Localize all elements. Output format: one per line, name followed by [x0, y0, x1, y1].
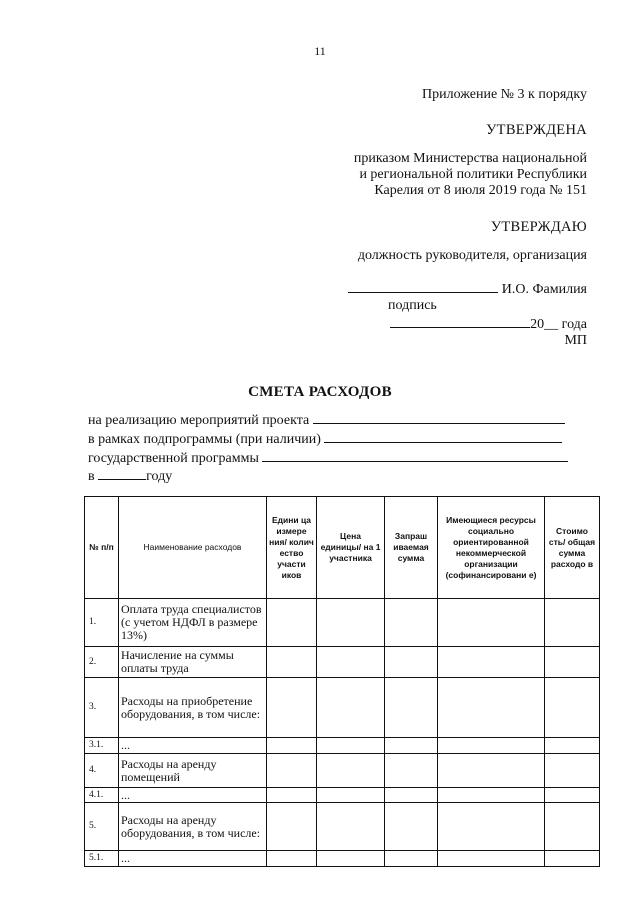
program-field	[88, 449, 568, 467]
table-row	[85, 678, 600, 738]
program-label: государственной программы	[88, 451, 259, 466]
cell-total[interactable]	[545, 647, 600, 678]
order-line-1: приказом Министерства национальной	[353, 151, 587, 166]
order-line-2: и региональной политики Республики	[359, 167, 587, 182]
year-prefix: в	[88, 469, 95, 484]
cell-total[interactable]	[545, 599, 600, 647]
cell-price[interactable]	[317, 738, 385, 754]
col-num-header: № п/п	[85, 497, 119, 599]
year-field	[88, 467, 172, 485]
col-name-header: Наименование расходов	[119, 497, 267, 599]
cell-requested[interactable]	[385, 788, 438, 803]
col-requested-header: Запраш иваемая сумма	[385, 497, 438, 599]
table-row	[85, 851, 600, 867]
cell-requested[interactable]	[385, 851, 438, 867]
cell-requested[interactable]	[385, 599, 438, 647]
cell-requested[interactable]	[385, 803, 438, 851]
table-row	[85, 788, 600, 803]
project-blank	[313, 411, 565, 424]
cell-available[interactable]	[438, 738, 545, 754]
row-name: ...	[119, 738, 267, 754]
page-number: 11	[314, 44, 326, 58]
date-line	[390, 315, 587, 333]
cell-price[interactable]	[317, 599, 385, 647]
subprogram-field	[88, 430, 562, 448]
cell-available[interactable]	[438, 788, 545, 803]
row-num: 1.	[85, 599, 119, 647]
cell-unit[interactable]	[267, 851, 317, 867]
year-suffix-label: году	[146, 469, 173, 484]
date-blank	[390, 315, 530, 328]
approved-heading: УТВЕРЖДЕНА	[486, 122, 587, 138]
row-num: 2.	[85, 647, 119, 678]
signature-caption: подпись	[388, 298, 437, 313]
position-line: должность руководителя, организация	[357, 248, 587, 263]
approve-heading: УТВЕРЖДАЮ	[490, 219, 587, 235]
cell-requested[interactable]	[385, 738, 438, 754]
row-name: Оплата труда специалистов (с учетом НДФЛ в размере 13%)	[119, 599, 267, 647]
row-name: Расходы на аренду оборудования, в том числе:	[119, 803, 267, 851]
table-row	[85, 754, 600, 788]
cell-available[interactable]	[438, 647, 545, 678]
cell-unit[interactable]	[267, 678, 317, 738]
cell-total[interactable]	[545, 678, 600, 738]
signature-line	[348, 280, 587, 298]
cell-price[interactable]	[317, 754, 385, 788]
cell-total[interactable]	[545, 754, 600, 788]
cell-price[interactable]	[317, 678, 385, 738]
cell-available[interactable]	[438, 678, 545, 738]
signature-blank	[348, 280, 498, 293]
document-title: СМЕТА РАСХОДОВ	[248, 384, 392, 400]
cell-total[interactable]	[545, 788, 600, 803]
project-label: на реализацию мероприятий проекта	[88, 413, 310, 428]
cell-unit[interactable]	[267, 803, 317, 851]
cell-total[interactable]	[545, 738, 600, 754]
col-total-header: Стоимо сть/ общая сумма расходо в	[545, 497, 600, 599]
table-row	[85, 647, 600, 678]
cell-unit[interactable]	[267, 647, 317, 678]
cell-unit[interactable]	[267, 788, 317, 803]
cell-requested[interactable]	[385, 647, 438, 678]
col-available-header: Имеющиеся ресурсы социально ориентированной некоммерческой организации (софинансировани е)	[438, 497, 545, 599]
row-num: 4.1.	[85, 788, 119, 803]
row-num: 5.1.	[85, 851, 119, 867]
cell-requested[interactable]	[385, 754, 438, 788]
row-num: 3.1.	[85, 738, 119, 754]
cell-total[interactable]	[545, 803, 600, 851]
signer-name: И.О. Фамилия	[501, 282, 587, 297]
row-num: 4.	[85, 754, 119, 788]
estimate-table	[84, 496, 600, 867]
row-name: ...	[119, 851, 267, 867]
cell-price[interactable]	[317, 803, 385, 851]
row-name: ...	[119, 788, 267, 803]
appendix-line: Приложение № 3 к порядку	[422, 87, 587, 102]
cell-available[interactable]	[438, 754, 545, 788]
program-blank	[262, 449, 568, 462]
cell-unit[interactable]	[267, 754, 317, 788]
cell-price[interactable]	[317, 788, 385, 803]
year-suffix: 20__ года	[530, 317, 587, 332]
subprogram-label: в рамках подпрограммы (при наличии)	[88, 432, 321, 447]
col-price-header: Цена единицы/ на 1 участника	[317, 497, 385, 599]
table-row	[85, 599, 600, 647]
subprogram-blank	[324, 430, 562, 443]
table-row	[85, 738, 600, 754]
row-num: 5.	[85, 803, 119, 851]
cell-available[interactable]	[438, 803, 545, 851]
stamp-label: МП	[564, 333, 587, 348]
cell-requested[interactable]	[385, 678, 438, 738]
cell-available[interactable]	[438, 851, 545, 867]
year-blank	[98, 467, 146, 480]
row-num: 3.	[85, 678, 119, 738]
cell-total[interactable]	[545, 851, 600, 867]
cell-unit[interactable]	[267, 599, 317, 647]
table-row	[85, 803, 600, 851]
table-header-row	[85, 497, 600, 599]
cell-price[interactable]	[317, 647, 385, 678]
row-name: Начисление на суммы оплаты труда	[119, 647, 267, 678]
col-unit-header: Едини ца измере ния/ колич ество участи иков	[267, 497, 317, 599]
order-line-3: Карелия от 8 июля 2019 года № 151	[374, 183, 587, 198]
cell-unit[interactable]	[267, 738, 317, 754]
cell-price[interactable]	[317, 851, 385, 867]
row-name: Расходы на аренду помещений	[119, 754, 267, 788]
cell-available[interactable]	[438, 599, 545, 647]
project-field	[88, 411, 565, 429]
row-name: Расходы на приобретение оборудования, в том числе:	[119, 678, 267, 738]
